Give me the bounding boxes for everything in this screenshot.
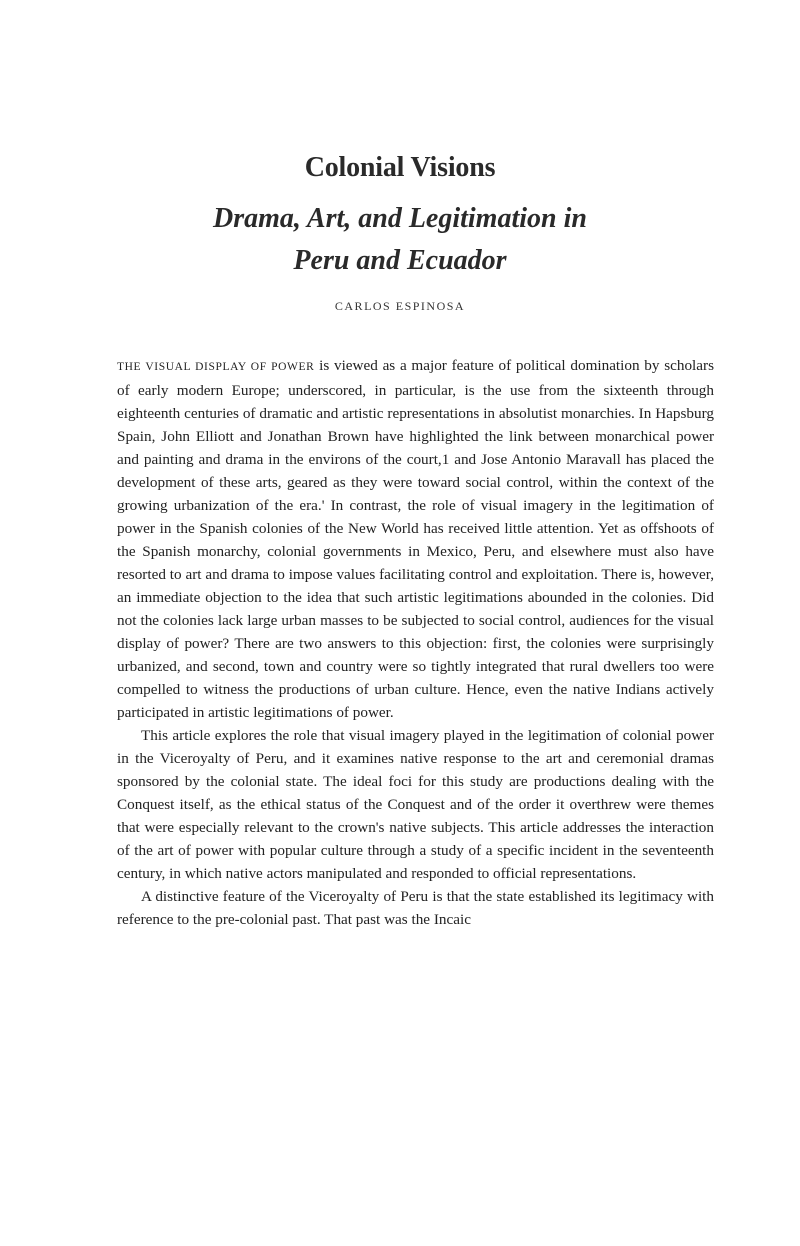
subtitle-line-1: Drama, Art, and Legitimation in <box>213 203 587 234</box>
subtitle-line-2: Peru and Ecuador <box>293 245 507 276</box>
article-body <box>117 354 714 931</box>
paragraph-1-lead: THE VISUAL DISPLAY OF POWER <box>117 361 315 373</box>
paragraph-2: This article explores the role that visual imagery played in the legitimation of colonial power in the Viceroyalty of Peru, and it examines native response to the art and ceremonial dramas sponsored by the colonial state. The ideal foci for this study are productions dealing with the Conquest itself, as the ethical status of the Conquest and of the order it overthrew were themes that were especially relevant to the crown's native subjects. This article addresses the interaction of the art of power with popular culture through a study of a specific incident in the seventeenth century, in which native actors manipulated and responded to official representations. <box>117 727 714 882</box>
author-name: CARLOS ESPINOSA <box>334 299 466 313</box>
paragraph-3: A distinctive feature of the Viceroyalty of Peru is that the state established its legitimacy with reference to the pre-colonial past. That past was the Incaic <box>117 888 714 928</box>
article-subtitle <box>0 198 800 282</box>
paragraph-1 <box>117 354 714 724</box>
paragraph-1-text: is viewed as a major feature of political domination by scholars of early modern Europe; underscored, in particular, is the use from the sixteenth through eighteenth centuries of dramatic and artistic representations in absolutist monarchies. In Hapsburg Spain, John Elliott and Jonathan Brown have highlighted the link between monarchical power and painting and drama in the environs of the court,1 and Jose Antonio Maravall has placed the development of these arts, geared as they were toward social control, within the context of the growing urbanization of the era.' In contrast, the role of visual imagery in the legitimation of power in the Spanish colonies of the New World has received little attention. Yet as offshoots of the Spanish monarchy, colonial governments in Mexico, Peru, and elsewhere must also have resorted to art and drama to impose values facilitating control and exploitation. There is, however, an immediate objection to the idea that such artistic legitimations abounded in the colonies. Did not the colonies lack large urban masses to be subjected to social control, audiences for the visual display of power? There are two answers to this objection: first, the colonies were surprisingly urbanized, and second, town and country were so tightly integrated that rural dwellers too were compelled to witness the productions of urban culture. Hence, even the native Indians actively participated in artistic legitimations of power. <box>117 357 714 721</box>
article-title: Colonial Visions <box>304 152 496 183</box>
